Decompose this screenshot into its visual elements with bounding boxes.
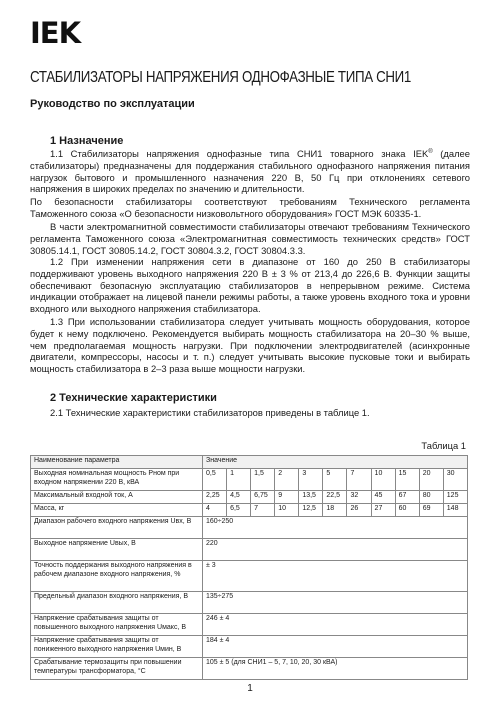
cell: 32 <box>347 491 371 504</box>
cell: 0,5 <box>203 469 227 491</box>
row-name: Выходная номинальная мощность Pном при входном напряжении 220 В, кВА <box>31 469 203 491</box>
row-value: 220 <box>203 539 468 561</box>
table-row <box>31 658 468 680</box>
row-name: Напряжение срабатывания защиты от повышенного выходного напряжения Uмакс, В <box>31 614 203 636</box>
cell: 18 <box>323 504 347 517</box>
paragraph-emc: В части электромагнитной совместимости стабилизаторы отвечают требованиям Технического регламента Таможенного союза «Электромагнитная совместимость технических средств» ГОСТ 30805.14.1, ГОСТ 30805.14.2, ГОСТ 30804.3.2, ГОСТ 30804.3.3. <box>30 221 470 256</box>
cell: 13,5 <box>299 491 323 504</box>
cell: 1,5 <box>251 469 275 491</box>
cell: 7 <box>251 504 275 517</box>
row-name: Диапазон рабочего входного напряжения Uвх, В <box>31 517 203 539</box>
cell: 10 <box>371 469 395 491</box>
iek-logo <box>30 16 81 50</box>
cell: 1 <box>227 469 251 491</box>
specifications-table <box>30 455 468 680</box>
header-parameter: Наименование параметра <box>31 456 203 469</box>
cell: 9 <box>275 491 299 504</box>
document-title: СТАБИЛИЗАТОРЫ НАПРЯЖЕНИЯ ОДНОФАЗНЫЕ ТИПА СНИ1 <box>30 69 411 86</box>
row-name: Максимальный входной ток, А <box>31 491 203 504</box>
paragraph-1-1-start: 1.1 Стабилизаторы напряжения однофазные типа СНИ1 товарного знака IEK <box>50 148 429 159</box>
cell: 5 <box>323 469 347 491</box>
cell: 4 <box>203 504 227 517</box>
paragraph-1-1 <box>30 148 470 195</box>
row-name: Предельный диапазон входного напряжения, В <box>31 592 203 614</box>
row-name: Напряжение срабатывания защиты от пониженного выходного напряжения Uмин, В <box>31 636 203 658</box>
cell: 30 <box>443 469 467 491</box>
logo-text: IEK <box>30 16 81 50</box>
paragraph-1-1-rest: (далее стабилизаторы) предназначены для поддержания стабильного однофазного напряжения питания нагрузок бытового и промышленного назначения 220 В, 50 Гц при отклонениях сетевого напряжения в широких пределах по значению и длительности. <box>30 148 470 195</box>
row-name: Срабатывание термозащиты при повышении температуры трансформатора, °С <box>31 658 203 680</box>
table-row-current <box>31 491 468 504</box>
table-row-power <box>31 469 468 491</box>
table-row <box>31 614 468 636</box>
cell: 22,5 <box>323 491 347 504</box>
cell: 26 <box>347 504 371 517</box>
row-value: ± 3 <box>203 561 468 592</box>
table-caption: Таблица 1 <box>421 440 466 451</box>
row-name: Точность поддержания выходного напряжения в рабочем диапазоне входного напряжения, % <box>31 561 203 592</box>
cell: 6,75 <box>251 491 275 504</box>
cell: 7 <box>347 469 371 491</box>
paragraph-1-3: 1.3 При использовании стабилизатора следует учитывать мощность оборудования, которое будет к нему подключено. Рекомендуется выбирать мощность стабилизатора на 20–30 % выше, чем предполагаемая мощность нагрузки. При подключении электродвигателей (асинхронные двигатели, компрессоры, насосы и т. п.) следует учитывать высокие пусковые токи и выбирать мощность стабилизатора в 2–3 раза выше мощности нагрузки. <box>30 316 470 375</box>
cell: 12,5 <box>299 504 323 517</box>
section-2-heading: 2 Технические характеристики <box>50 392 217 404</box>
cell: 10 <box>275 504 299 517</box>
table-row <box>31 592 468 614</box>
page-number: 1 <box>247 683 253 694</box>
registered-mark: ® <box>428 148 433 155</box>
cell: 2 <box>275 469 299 491</box>
table-row <box>31 517 468 539</box>
header-value: Значение <box>203 456 468 469</box>
cell: 60 <box>395 504 419 517</box>
cell: 67 <box>395 491 419 504</box>
cell: 125 <box>443 491 467 504</box>
row-value: 105 ± 5 (для СНИ1 – 5, 7, 10, 20, 30 кВА) <box>203 658 468 680</box>
cell: 3 <box>299 469 323 491</box>
cell: 15 <box>395 469 419 491</box>
row-name: Выходное напряжение Uвых, В <box>31 539 203 561</box>
cell: 45 <box>371 491 395 504</box>
row-value: 184 ± 4 <box>203 636 468 658</box>
cell: 80 <box>419 491 443 504</box>
table-row <box>31 539 468 561</box>
table-row <box>31 636 468 658</box>
row-value: 135÷275 <box>203 592 468 614</box>
table-row <box>31 561 468 592</box>
row-value: 246 ± 4 <box>203 614 468 636</box>
document-subtitle: Руководство по эксплуатации <box>30 98 195 110</box>
row-value: 160÷250 <box>203 517 468 539</box>
table-header-row <box>31 456 468 469</box>
cell: 6,5 <box>227 504 251 517</box>
cell: 27 <box>371 504 395 517</box>
cell: 20 <box>419 469 443 491</box>
cell: 4,5 <box>227 491 251 504</box>
row-name: Масса, кг <box>31 504 203 517</box>
cell: 69 <box>419 504 443 517</box>
section-1-heading: 1 Назначение <box>50 135 124 147</box>
paragraph-2-1: 2.1 Технические характеристики стабилизаторов приведены в таблице 1. <box>50 407 370 418</box>
paragraph-safety: По безопасности стабилизаторы соответствуют требованиям Технического регламента Таможенного союза «О безопасности низковольтного оборудования» ГОСТ МЭК 60335-1. <box>30 196 470 219</box>
paragraph-1-2: 1.2 При изменении напряжения сети в диапазоне от 160 до 250 В стабилизаторы поддерживают уровень выходного напряжения 220 В ± 3 % от 213,4 до 226,6 В. Функции защиты обеспечивают безопасную эксплуатацию стабилизаторов в непрерывном режиме. Система индикации отображает на лицевой панели режимы работы, а также уровень входного тока и уровни входного или выходного напряжения стабилизатора. <box>30 256 470 315</box>
cell: 2,25 <box>203 491 227 504</box>
table-row-mass <box>31 504 468 517</box>
cell: 148 <box>443 504 467 517</box>
